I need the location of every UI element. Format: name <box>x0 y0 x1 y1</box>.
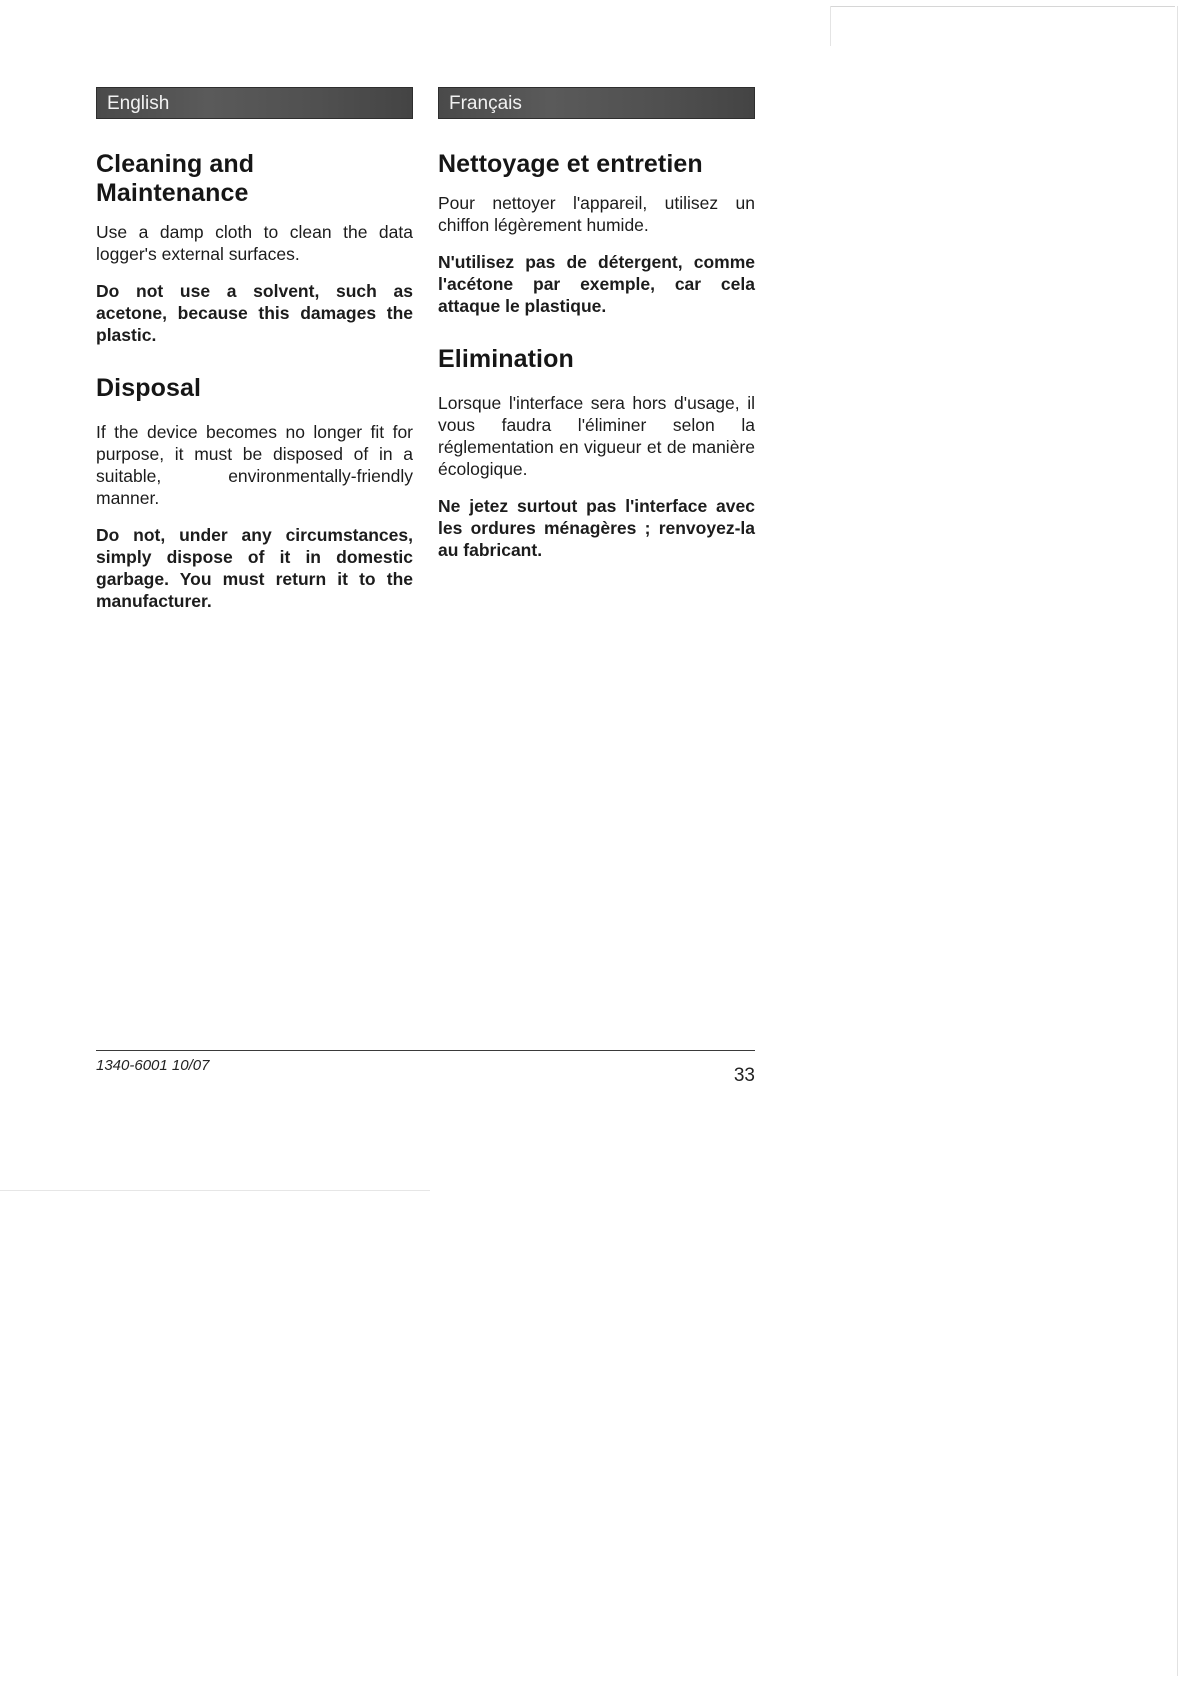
cleaning-heading: Cleaning and Maintenance <box>96 150 255 207</box>
language-header-english: English <box>96 87 413 119</box>
disposal-warning: Do not, under any circumstances, simply dispose of it in domestic garbage. You must return it to the manufacturer. <box>96 525 413 611</box>
document-code: 1340-6001 10/07 <box>96 1057 210 1074</box>
scan-page-edge <box>830 6 831 46</box>
scan-page-edge <box>1177 6 1178 1676</box>
scan-artifact-line <box>0 1190 430 1191</box>
cleaning-instructions: Use a damp cloth to clean the data logger's external surfaces. <box>96 222 413 264</box>
footer-divider <box>96 1050 755 1051</box>
disposal-instructions: Lorsque l'interface sera hors d'usage, il vous faudra l'éliminer selon la réglementation en vigueur et de manière écologique. <box>438 393 755 479</box>
language-header-french: Français <box>438 87 755 119</box>
disposal-instructions: If the device becomes no longer fit for purpose, it must be disposed of in a suitable, environmentally-friendly manner. <box>96 422 413 508</box>
disposal-warning: Ne jetez surtout pas l'interface avec les ordures ménagères ; renvoyez-la au fabricant. <box>438 496 755 560</box>
disposal-heading: Elimination <box>438 345 574 373</box>
disposal-heading: Disposal <box>96 374 201 402</box>
cleaning-warning: N'utilisez pas de détergent, comme l'acétone par exemple, car cela attaque le plastique. <box>438 252 755 316</box>
cleaning-heading: Nettoyage et entretien <box>438 150 703 178</box>
scan-page-edge <box>830 6 1175 7</box>
english-column <box>96 87 413 612</box>
page-number: 33 <box>733 1065 755 1086</box>
french-column <box>438 87 755 561</box>
cleaning-warning: Do not use a solvent, such as acetone, because this damages the plastic. <box>96 281 413 345</box>
cleaning-instructions: Pour nettoyer l'appareil, utilisez un chiffon légèrement humide. <box>438 193 755 235</box>
